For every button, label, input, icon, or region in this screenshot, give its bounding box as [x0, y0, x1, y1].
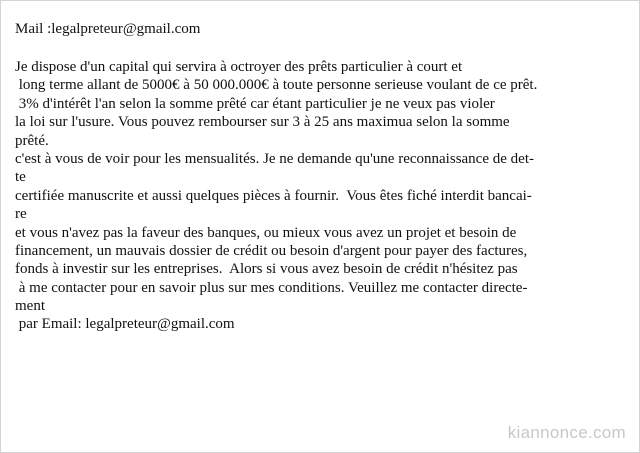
- body-line: long terme allant de 5000€ à 50 000.000€ à toute personne serieuse voulant de ce prêt.: [15, 77, 538, 94]
- body-line: et vous n'avez pas la faveur des banques, ou mieux vous avez un projet et besoin de: [15, 224, 517, 241]
- body-line: fonds à investir sur les entreprises. Alors si vous avez besoin de crédit n'hésitez pas: [15, 261, 518, 278]
- email-header: Mail :legalpreteur@gmail.com: [15, 21, 201, 37]
- site-watermark: kiannonce.com: [507, 423, 626, 442]
- body-line: par Email: legalpreteur@gmail.com: [15, 316, 235, 333]
- body-line: Je dispose d'un capital qui servira à octroyer des prêts particulier à court et: [15, 59, 463, 75]
- body-line: financement, un mauvais dossier de crédit ou besoin d'argent pour payer des factures,: [15, 242, 528, 259]
- body-line: 3% d'intérêt l'an selon la somme prêté car étant particulier je ne veux pas violer: [15, 95, 495, 112]
- body-line: ment: [15, 298, 45, 315]
- body-line: prêté.: [15, 132, 49, 149]
- body-line: la loi sur l'usure. Vous pouvez rembourser sur 3 à 25 ans maximua selon la somme: [15, 114, 510, 131]
- body-line: te: [15, 169, 26, 186]
- body-line: certifiée manuscrite et aussi quelques pièces à fournir. Vous êtes fiché interdit bancai-: [15, 187, 532, 204]
- body-line: c'est à vous de voir pour les mensualités. Je ne demande qu'une reconnaissance de det-: [15, 150, 534, 167]
- body-line: à me contacter pour en savoir plus sur mes conditions. Veuillez me contacter directe-: [15, 279, 528, 296]
- body-line: re: [15, 206, 27, 223]
- ad-body-text: [15, 58, 615, 334]
